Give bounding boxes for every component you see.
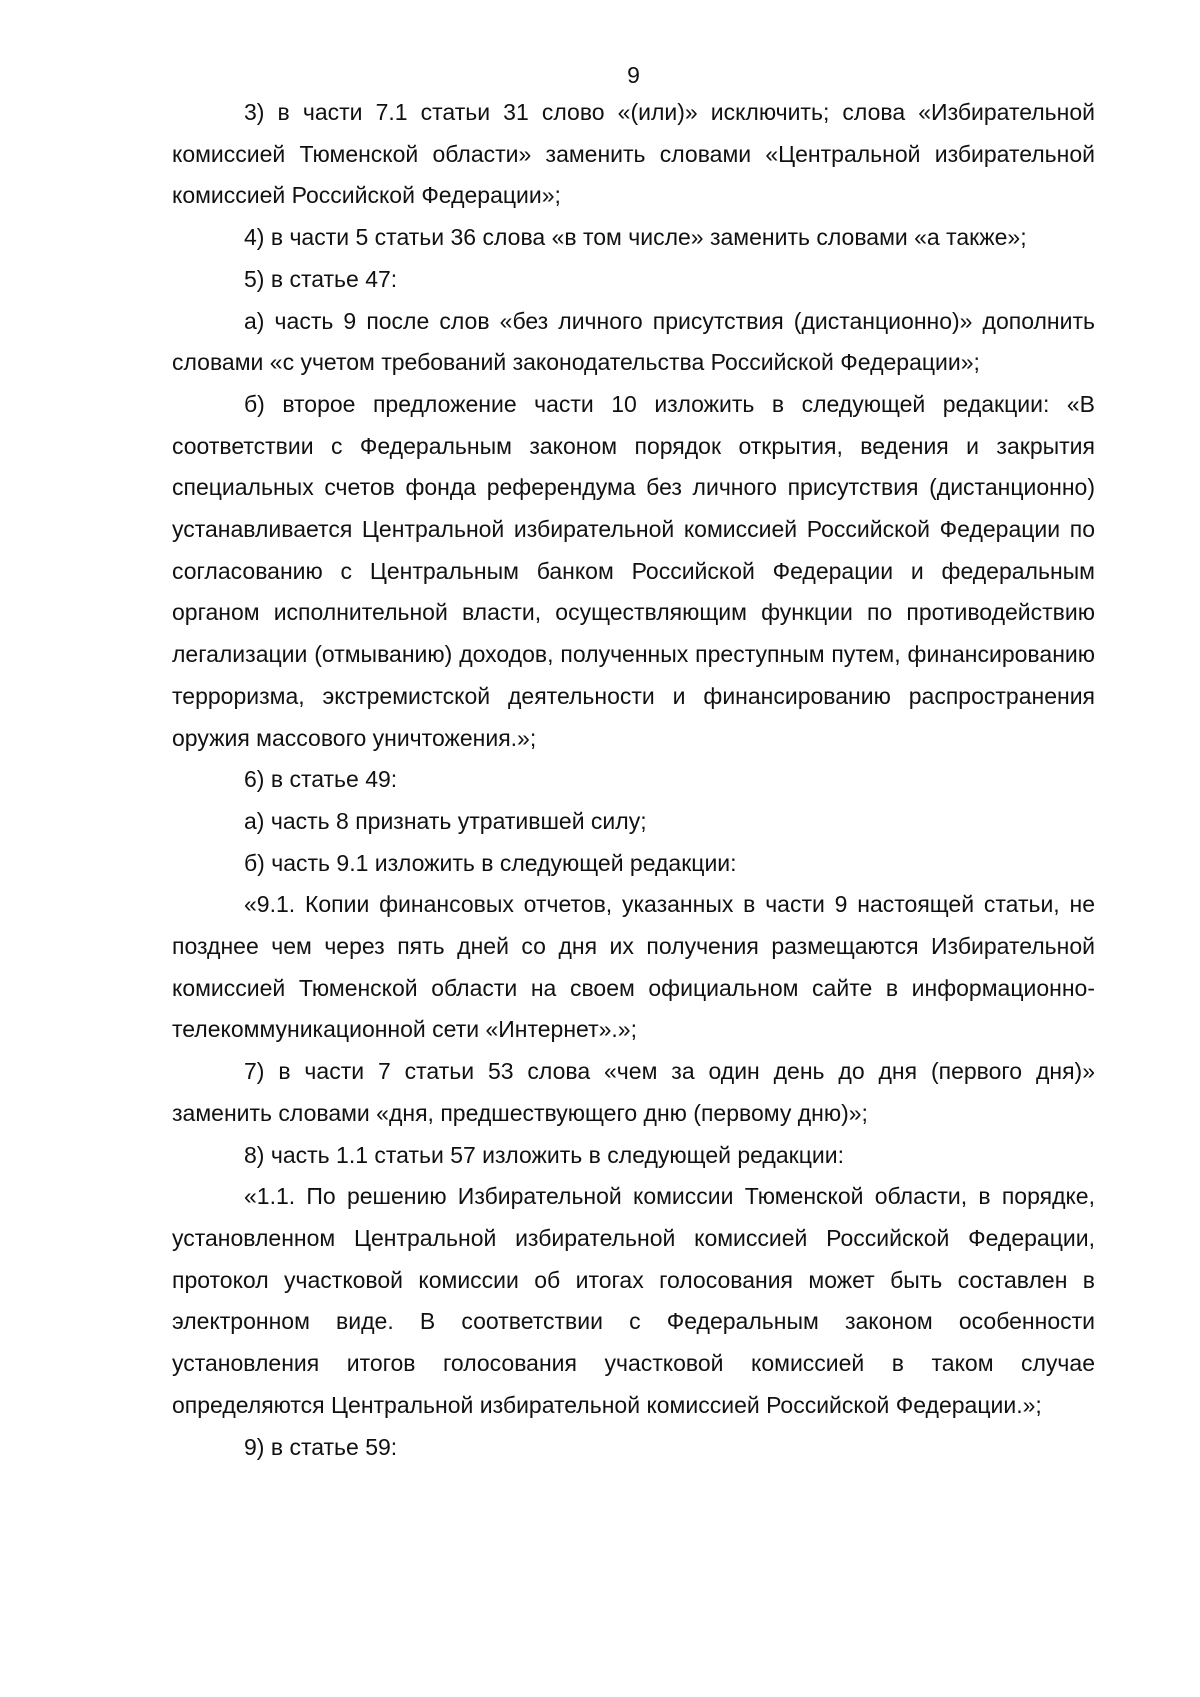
paragraph-item-4: 4) в части 5 статьи 36 слова «в том числе» заменить словами «а также»;: [244, 224, 1027, 251]
paragraph-item-7: 7) в части 7 статьи 53 слова «чем за один день до дня (первого дня)» заменить словами «дня, предшествующего дню (первому дню)»;: [172, 1058, 1095, 1126]
paragraph-subitem-5a: а) часть 9 после слов «без личного присутствия (дистанционно)» дополнить словами «с учетом требований законодательства Российской Федерации»;: [172, 307, 1095, 376]
paragraph-item-3: 3) в части 7.1 статьи 31 слово «(или)» исключить; слова «Избирательной комиссией Тюменской области» заменить словами «Центральной избирательной комиссией Российской Федерации»;: [172, 99, 1095, 209]
paragraph-item-5: 5) в статье 47:: [244, 265, 398, 292]
paragraph-subitem-6a: а) часть 8 признать утратившей силу;: [244, 807, 647, 834]
paragraph-subitem-5b: б) второе предложение части 10 изложить в следующей редакции: «В соответствии с Федеральным законом порядок открытия, ведения и закрытия специальных счетов фонда референдума без личного присутствия (дистанционно) устанавливается Центральной избирательной комиссией Российской Федерации по согласованию с Центральным банком Российской Федерации и федеральным органом исполнительной власти, осуществляющим функции по противодействию легализации (отмыванию) доходов, полученных преступным путем, финансированию терроризма, экстремистской деятельности и финансированию распространения оружия массового уничтожения.»;: [172, 390, 1095, 751]
paragraph-item-6: 6) в статье 49:: [244, 766, 398, 793]
document-body: [172, 92, 1095, 1468]
page-number: 9: [627, 62, 640, 88]
quoted-paragraph-9-1: «9.1. Копии финансовых отчетов, указанных в части 9 настоящей статьи, не позднее чем через пять дней со дня их получения размещаются Избирательной комиссией Тюменской области на своем официальном сайте в информационно-телекоммуникационной сети «Интернет».»;: [172, 891, 1095, 1043]
paragraph-item-8: 8) часть 1.1 статьи 57 изложить в следующей редакции:: [244, 1141, 844, 1168]
paragraph-item-9: 9) в статье 59:: [244, 1433, 398, 1460]
quoted-paragraph-1-1: «1.1. По решению Избирательной комиссии Тюменской области, в порядке, установленном Центральной избирательной комиссией Российской Федерации, протокол участковой комиссии об итогах голосования может быть составлен в электронном виде. В соответствии с Федеральным законом особенности установления итогов голосования участковой комиссией в таком случае определяются Центральной избирательной комиссией Российской Федерации.»;: [172, 1183, 1095, 1418]
paragraph-subitem-6b: б) часть 9.1 изложить в следующей редакции:: [244, 849, 737, 876]
